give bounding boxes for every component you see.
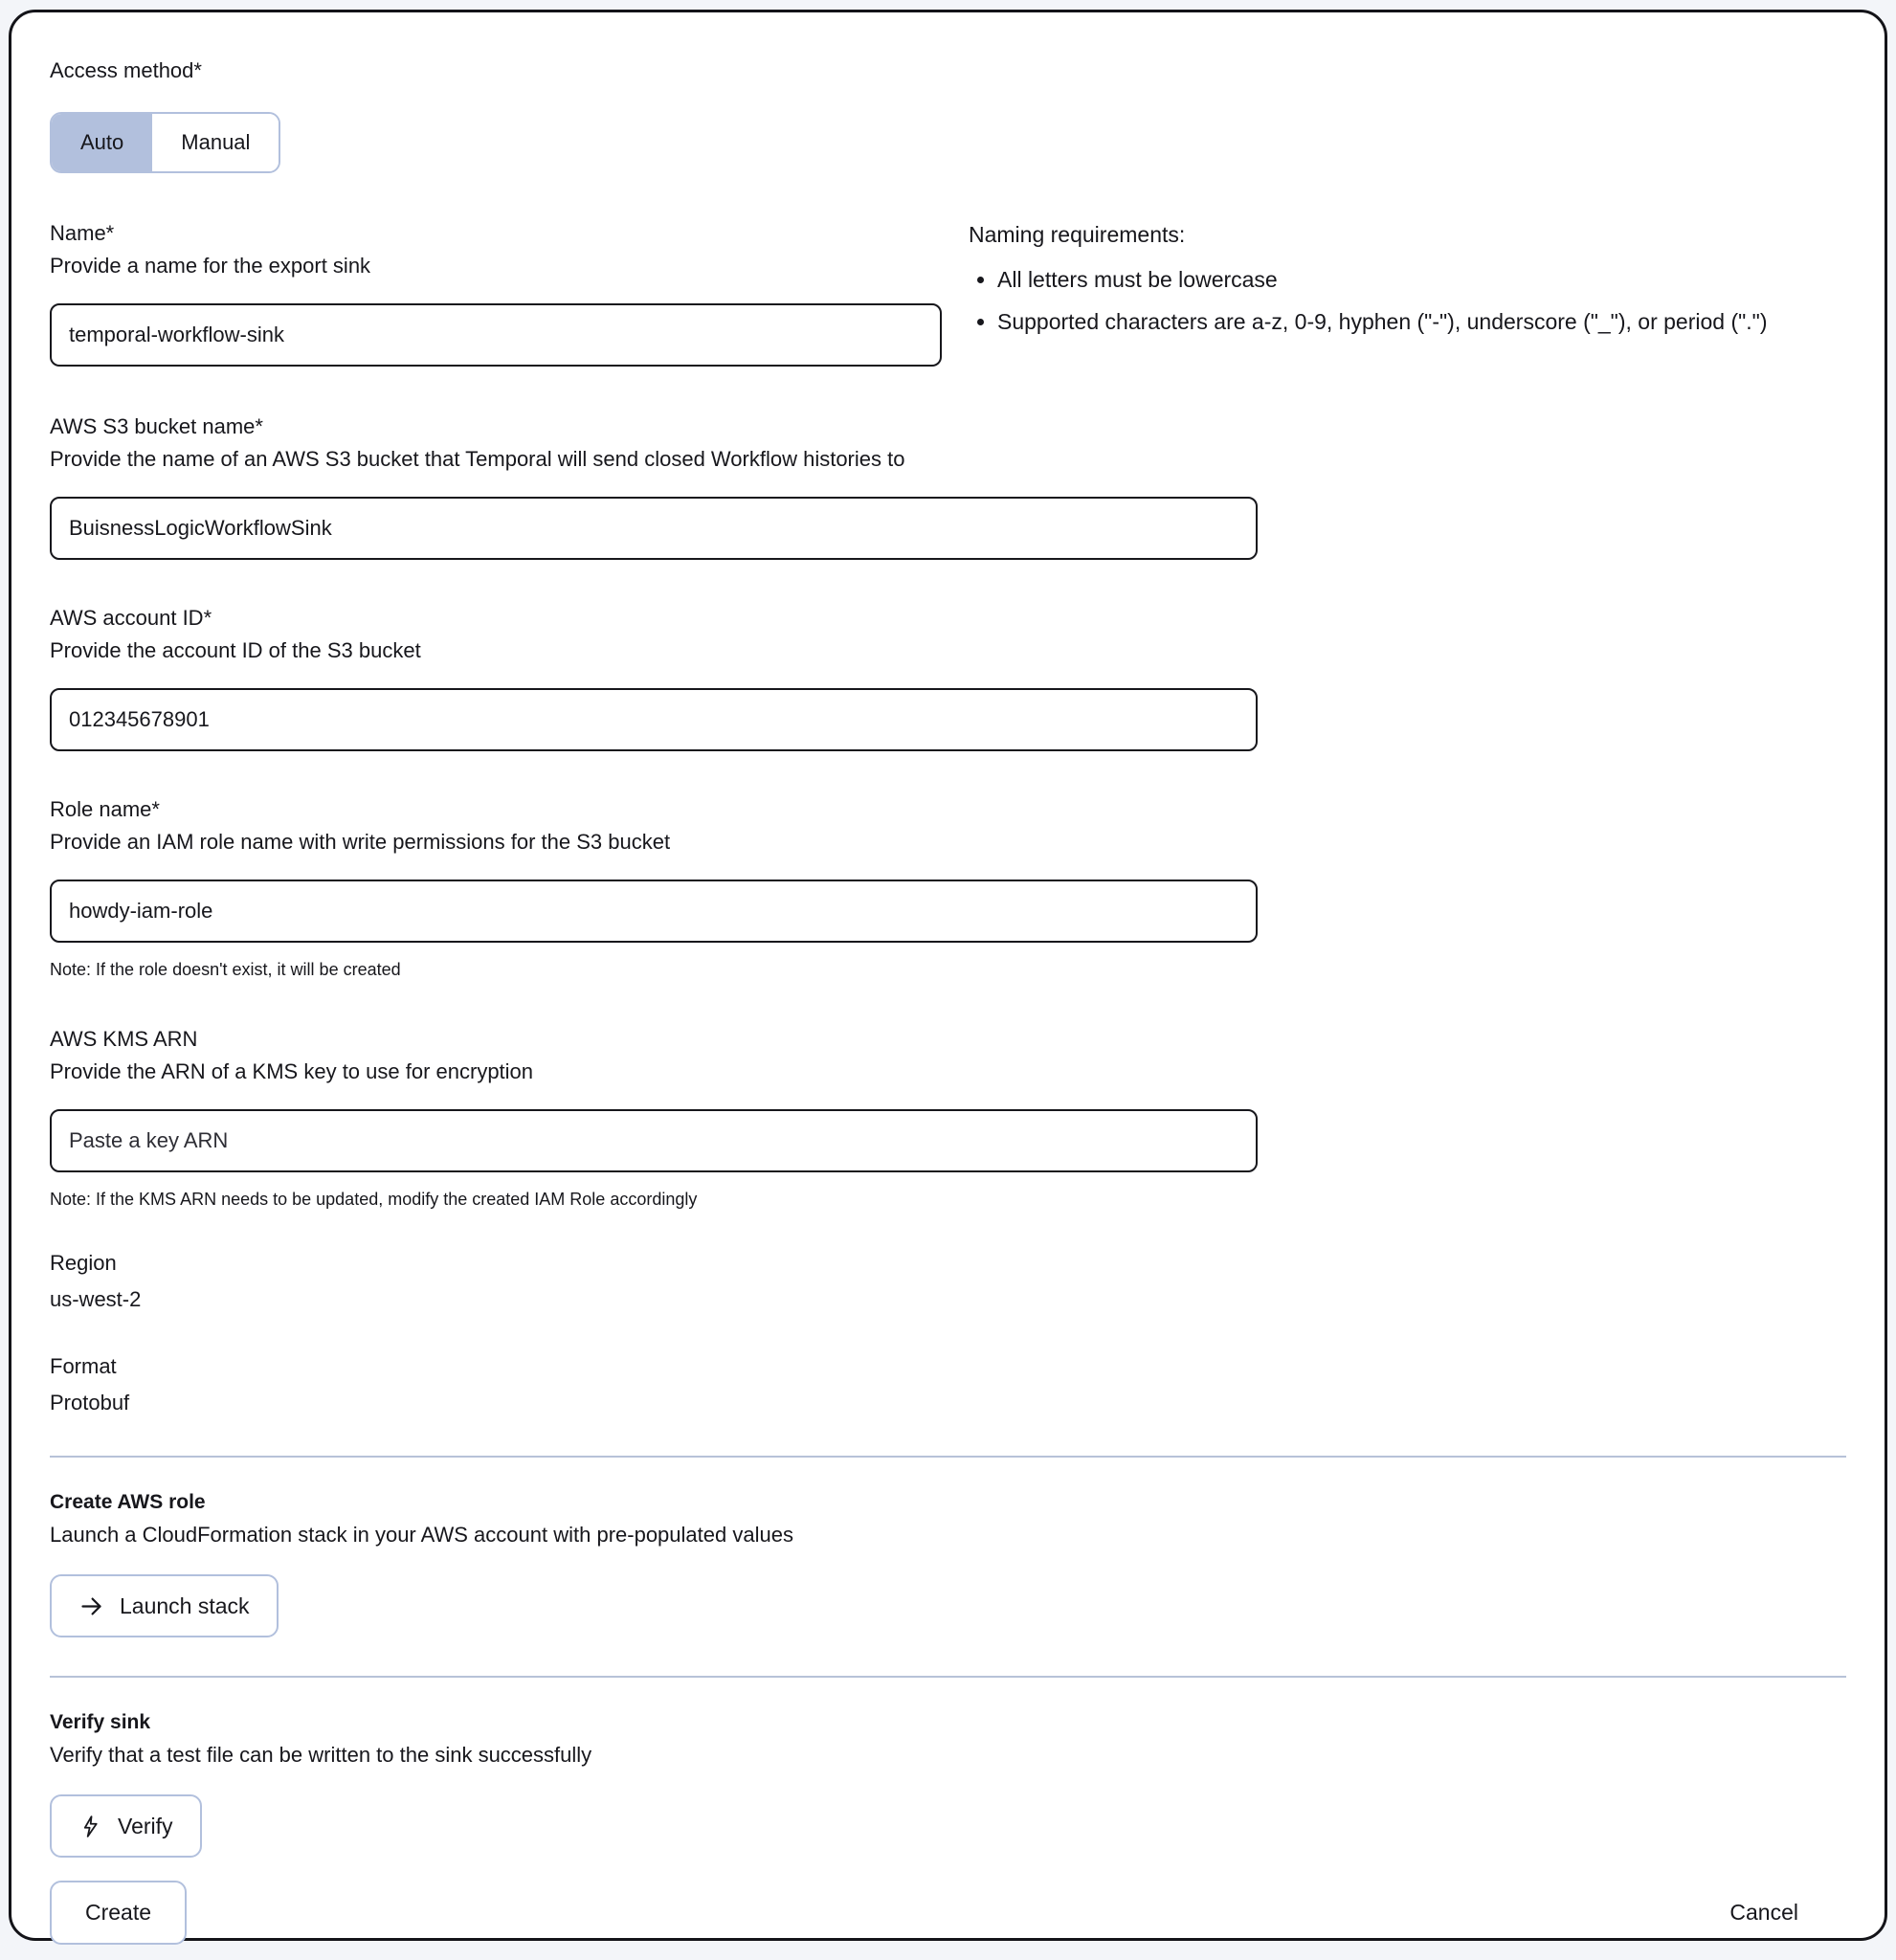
format-label: Format — [50, 1354, 117, 1378]
role-name-input[interactable] — [50, 880, 1258, 943]
s3-bucket-input[interactable] — [50, 497, 1258, 560]
role-name-description: Provide an IAM role name with write permissions for the S3 bucket — [50, 830, 671, 854]
account-id-input[interactable] — [50, 688, 1258, 751]
name-field — [50, 219, 942, 367]
name-description: Provide a name for the export sink — [50, 254, 371, 278]
create-role-description: Launch a CloudFormation stack in your AWS account with pre-populated values — [50, 1523, 793, 1547]
role-name-note: Note: If the role doesn't exist, it will be created — [50, 960, 401, 979]
s3-bucket-field — [50, 412, 1846, 560]
name-label: Name* — [50, 221, 115, 245]
access-method-label: Access method* — [50, 58, 202, 82]
verify-button[interactable] — [50, 1794, 202, 1858]
footer-actions — [50, 1881, 1846, 1945]
divider — [50, 1456, 1846, 1458]
naming-requirement-item: • Supported characters are a-z, 0-9, hyphen ("-"), underscore ("_"), or period (".") — [997, 305, 1830, 338]
region-label: Region — [50, 1251, 117, 1275]
access-method-field — [50, 56, 1846, 173]
verify-sink-description: Verify that a test file can be written to the sink successfully — [50, 1743, 592, 1767]
kms-arn-input[interactable] — [50, 1109, 1258, 1172]
naming-requirements — [969, 219, 1830, 347]
naming-requirement-item: • All letters must be lowercase — [997, 263, 1830, 296]
access-method-manual-button[interactable]: Manual — [152, 114, 279, 171]
account-id-field — [50, 604, 1846, 751]
access-method-toggle — [50, 112, 280, 173]
s3-bucket-description: Provide the name of an AWS S3 bucket that Temporal will send closed Workflow histories to — [50, 447, 905, 471]
divider — [50, 1676, 1846, 1678]
create-role-section — [50, 1488, 1846, 1637]
verify-sink-section — [50, 1708, 1846, 1858]
create-role-title: Create AWS role — [50, 1491, 206, 1513]
lightning-bolt-icon — [78, 1814, 102, 1839]
kms-arn-note: Note: If the KMS ARN needs to be updated, modify the created IAM Role accordingly — [50, 1190, 698, 1209]
launch-stack-button-label: Launch stack — [120, 1592, 250, 1618]
arrow-right-icon — [78, 1593, 104, 1619]
export-sink-form-card — [9, 10, 1887, 1941]
format-field — [50, 1352, 1846, 1417]
s3-bucket-label: AWS S3 bucket name* — [50, 414, 263, 438]
region-field — [50, 1249, 1846, 1314]
naming-requirements-title: Naming requirements: — [969, 222, 1186, 247]
name-row — [50, 219, 1846, 367]
access-method-auto-button[interactable]: Auto — [52, 114, 152, 171]
name-input[interactable] — [50, 303, 942, 367]
account-id-label: AWS account ID* — [50, 606, 212, 630]
kms-arn-field — [50, 1025, 1846, 1211]
cancel-button[interactable]: Cancel — [1729, 1900, 1798, 1925]
role-name-field — [50, 795, 1846, 981]
verify-sink-title: Verify sink — [50, 1711, 151, 1733]
format-value: Protobuf — [50, 1391, 130, 1414]
launch-stack-button[interactable] — [50, 1574, 279, 1637]
kms-arn-description: Provide the ARN of a KMS key to use for encryption — [50, 1059, 534, 1083]
region-value: us-west-2 — [50, 1287, 142, 1311]
create-button[interactable]: Create — [50, 1881, 187, 1945]
naming-requirements-list — [969, 263, 1830, 338]
kms-arn-label: AWS KMS ARN — [50, 1027, 198, 1051]
verify-button-label: Verify — [118, 1813, 173, 1838]
role-name-label: Role name* — [50, 797, 160, 821]
account-id-description: Provide the account ID of the S3 bucket — [50, 638, 421, 662]
